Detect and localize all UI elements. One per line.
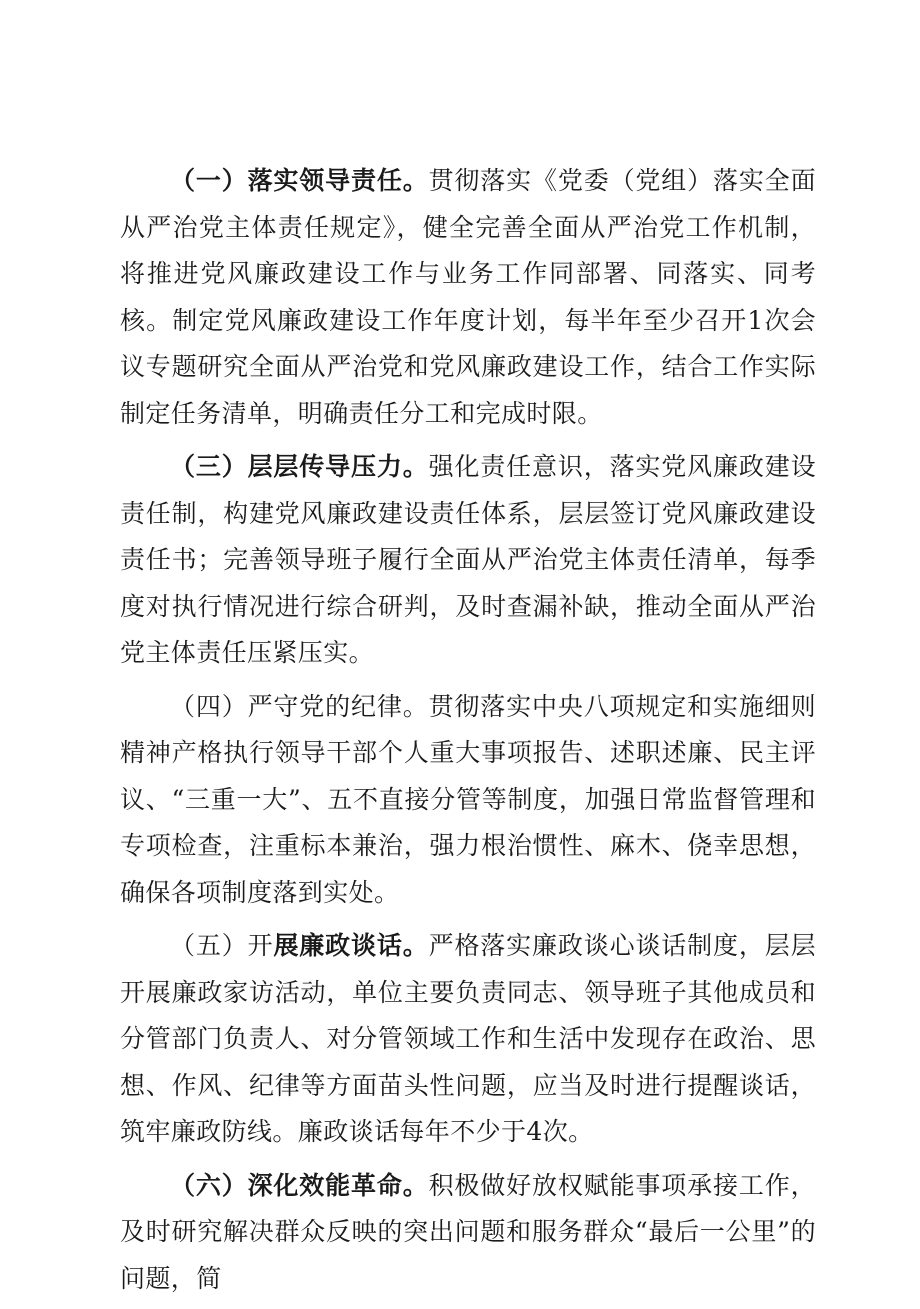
paragraph-text: 严格落实廉政谈心谈话制度，层层开展廉政家访活动，单位主要负责同志、领导班子其他成员和分管部门负责人、对分管领域工作和生活中发现存在政治、思想、作风、纪律等方面苗头性问题，应当及时进行提醒谈话，筑牢廉政防线。廉政谈话每年不少于4次。 [120, 931, 816, 1146]
section-heading: （六）深化效能革命。 [170, 1170, 429, 1200]
paragraph-5 [120, 923, 816, 1156]
paragraph-6 [120, 1163, 816, 1303]
section-heading-prefix: （五）开 [170, 931, 274, 960]
paragraph-text: 贯彻落实中央八项规定和实施细则精神产格执行领导干部个人重大事项报告、述职述廉、民主评议、“三重一大”、五不直接分管等制度，加强日常监督管理和专项检查，注重标本兼治，强力根治惯性、麻木、侥幸思想，确保各项制度落到实处。 [120, 691, 816, 907]
paragraph-1 [120, 158, 816, 437]
section-heading: 展廉政谈话。 [273, 931, 429, 960]
paragraph-text: 积极做好放权赋能事项承接工作，及时研究解决群众反映的突出问题和服务群众“最后一公里”的问题，简 [120, 1170, 816, 1293]
section-heading: （一）落实领导责任。 [170, 166, 429, 195]
section-heading: （四）严守党的纪律。 [170, 691, 429, 721]
paragraph-4 [120, 684, 816, 917]
section-heading: （三）层层传导压力。 [170, 452, 429, 481]
paragraph-3 [120, 444, 816, 677]
document-body [120, 158, 816, 1309]
paragraph-text: 贯彻落实《党委（党组）落实全面从严治党主体责任规定》，健全完善全面从严治党工作机制，将推进党风廉政建设工作与业务工作同部署、同落实、同考核。制定党风廉政建设工作年度计划，每半年至少召开1次会议专题研究全面从严治党和党风廉政建设工作，结合工作实际制定任务清单，明确责任分工和完成时限。 [120, 166, 816, 428]
paragraph-text: 强化责任意识，落实党风廉政建设责任制，构建党风廉政建设责任体系，层层签订党风廉政建设责任书；完善领导班子履行全面从严治党主体责任清单，每季度对执行情况进行综合研判，及时查漏补缺，推动全面从严治党主体责任压紧压实。 [120, 452, 816, 667]
